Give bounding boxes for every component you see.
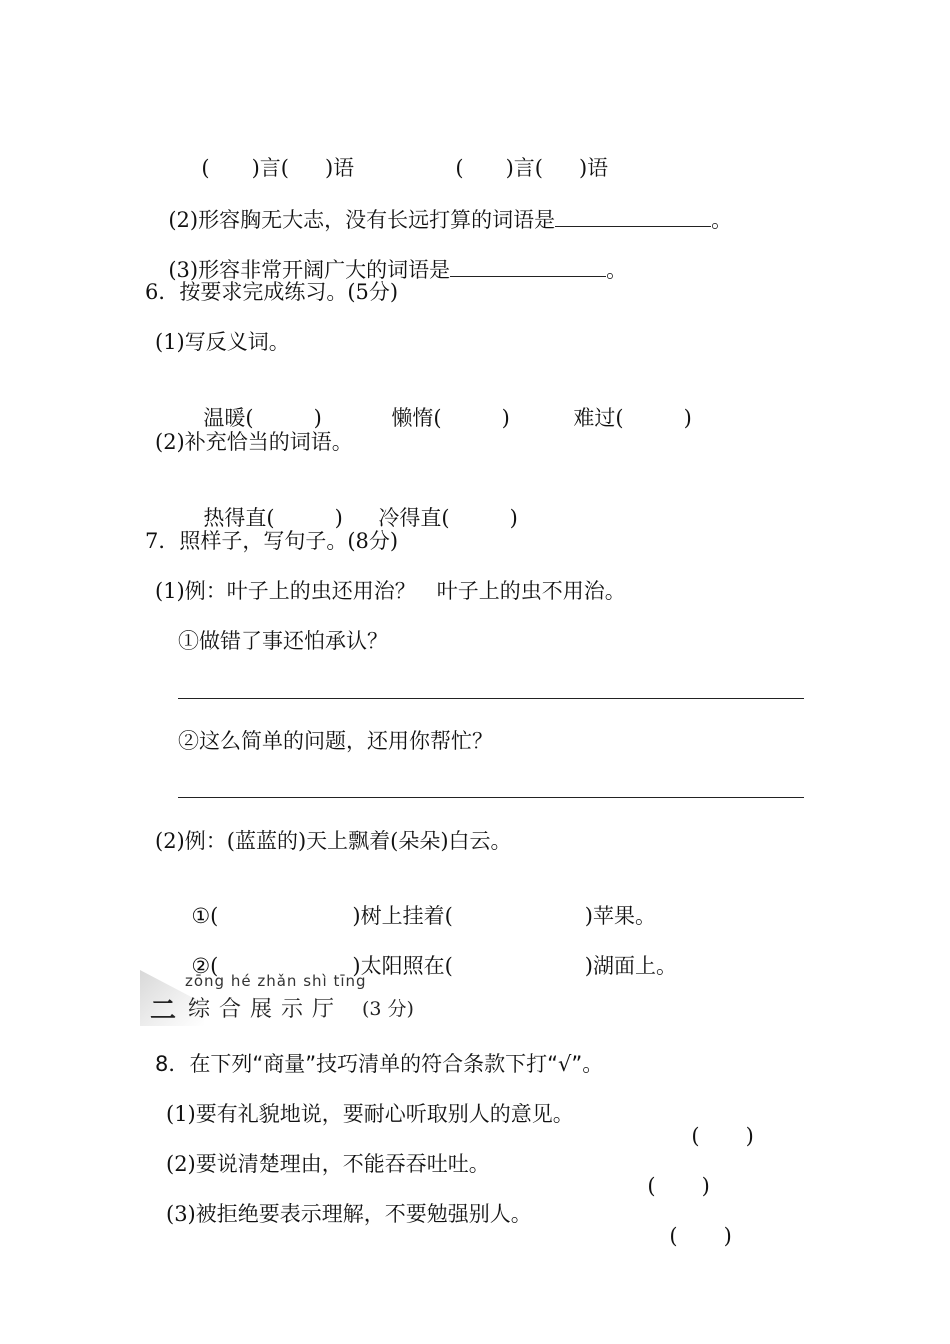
q7-sentence1: ①做错了事还怕承认？: [178, 629, 388, 653]
idiom-blank-1: [188, 128, 354, 182]
q5-item3: [155, 228, 627, 284]
q6-sub1: (1)写反义词。: [155, 330, 290, 354]
fill-word: 热得直(: [203, 506, 275, 530]
row-start: ②(: [191, 954, 219, 978]
paren: (: [201, 156, 210, 180]
paren: ): [334, 506, 343, 530]
q5-item2: [155, 178, 732, 234]
antonym-word: 难过(: [573, 406, 624, 430]
period: 。: [606, 258, 628, 282]
fill-hot: [190, 478, 343, 532]
paren: ): [701, 1174, 710, 1198]
answer-blank[interactable]: [555, 206, 711, 227]
paren: ): [745, 1124, 754, 1148]
checkbox-1[interactable]: [678, 1100, 754, 1148]
paren: ): [501, 406, 510, 430]
q5-item2-text: (2)形容胸无大志，没有长远打算的词语是: [168, 208, 556, 232]
section-header: [140, 970, 460, 1030]
idiom-char: )语: [578, 156, 609, 180]
answer-line[interactable]: [178, 797, 804, 798]
paren: ): [509, 506, 518, 530]
q7-example1: (1)例：叶子上的虫还用治？ 叶子上的虫不用治。: [155, 579, 626, 603]
checkbox-2[interactable]: [634, 1150, 710, 1198]
paren: ): [313, 406, 322, 430]
q8-item2: (2)要说清楚理由，不能吞吞吐吐。: [166, 1152, 490, 1176]
section-score: (3 分): [362, 998, 414, 1020]
idiom-char: )语: [324, 156, 355, 180]
idiom-char: )言(: [505, 156, 543, 180]
antonym-warm: [190, 378, 322, 432]
checkbox-3[interactable]: [656, 1200, 732, 1248]
row-start: ①(: [191, 904, 219, 928]
period: 。: [711, 208, 733, 232]
antonym-sad: [560, 378, 692, 432]
q8-title: 8．在下列“商量”技巧清单的符合条款下打“√”。: [155, 1052, 604, 1076]
q6-title: 6．按要求完成练习。(5分): [145, 280, 399, 304]
paren: (: [455, 156, 464, 180]
row-mid: )树上挂着(: [352, 904, 453, 928]
q7-row1: [178, 876, 656, 930]
section-title: 综合展示厅: [188, 997, 344, 1022]
q7-sentence2: ②这么简单的问题，还用你帮忙？: [178, 729, 493, 753]
answer-blank[interactable]: [450, 256, 606, 277]
antonym-word: 温暖(: [203, 406, 254, 430]
section-pinyin: zōng hé zhǎn shì tīng: [185, 972, 367, 990]
paren: (: [669, 1224, 678, 1248]
paren: ): [723, 1224, 732, 1248]
section-number: 二: [150, 996, 177, 1026]
antonym-word: 懒惰(: [391, 406, 442, 430]
q5-item3-text: (3)形容非常开阔广大的词语是: [168, 258, 451, 282]
q6-sub2: (2)补充恰当的词语。: [155, 430, 353, 454]
idiom-blank-2: [442, 128, 608, 182]
antonym-lazy: [378, 378, 510, 432]
idiom-char: )言(: [251, 156, 289, 180]
q8-item3: (3)被拒绝要表示理解，不要勉强别人。: [166, 1202, 532, 1226]
answer-line[interactable]: [178, 698, 804, 699]
q7-example2: (2)例：(蓝蓝的)天上飘着(朵朵)白云。: [155, 829, 512, 853]
row-end: )苹果。: [584, 904, 656, 928]
row-end: )湖面上。: [584, 954, 677, 978]
paren: (: [647, 1174, 656, 1198]
paren: (: [691, 1124, 700, 1148]
fill-word: 冷得直(: [378, 506, 450, 530]
row-mid: )太阳照在(: [352, 954, 453, 978]
fill-cold: [365, 478, 518, 532]
q8-item1: (1)要有礼貌地说，要耐心听取别人的意见。: [166, 1102, 574, 1126]
paren: ): [683, 406, 692, 430]
q7-title: 7．照样子，写句子。(8分): [145, 529, 399, 553]
